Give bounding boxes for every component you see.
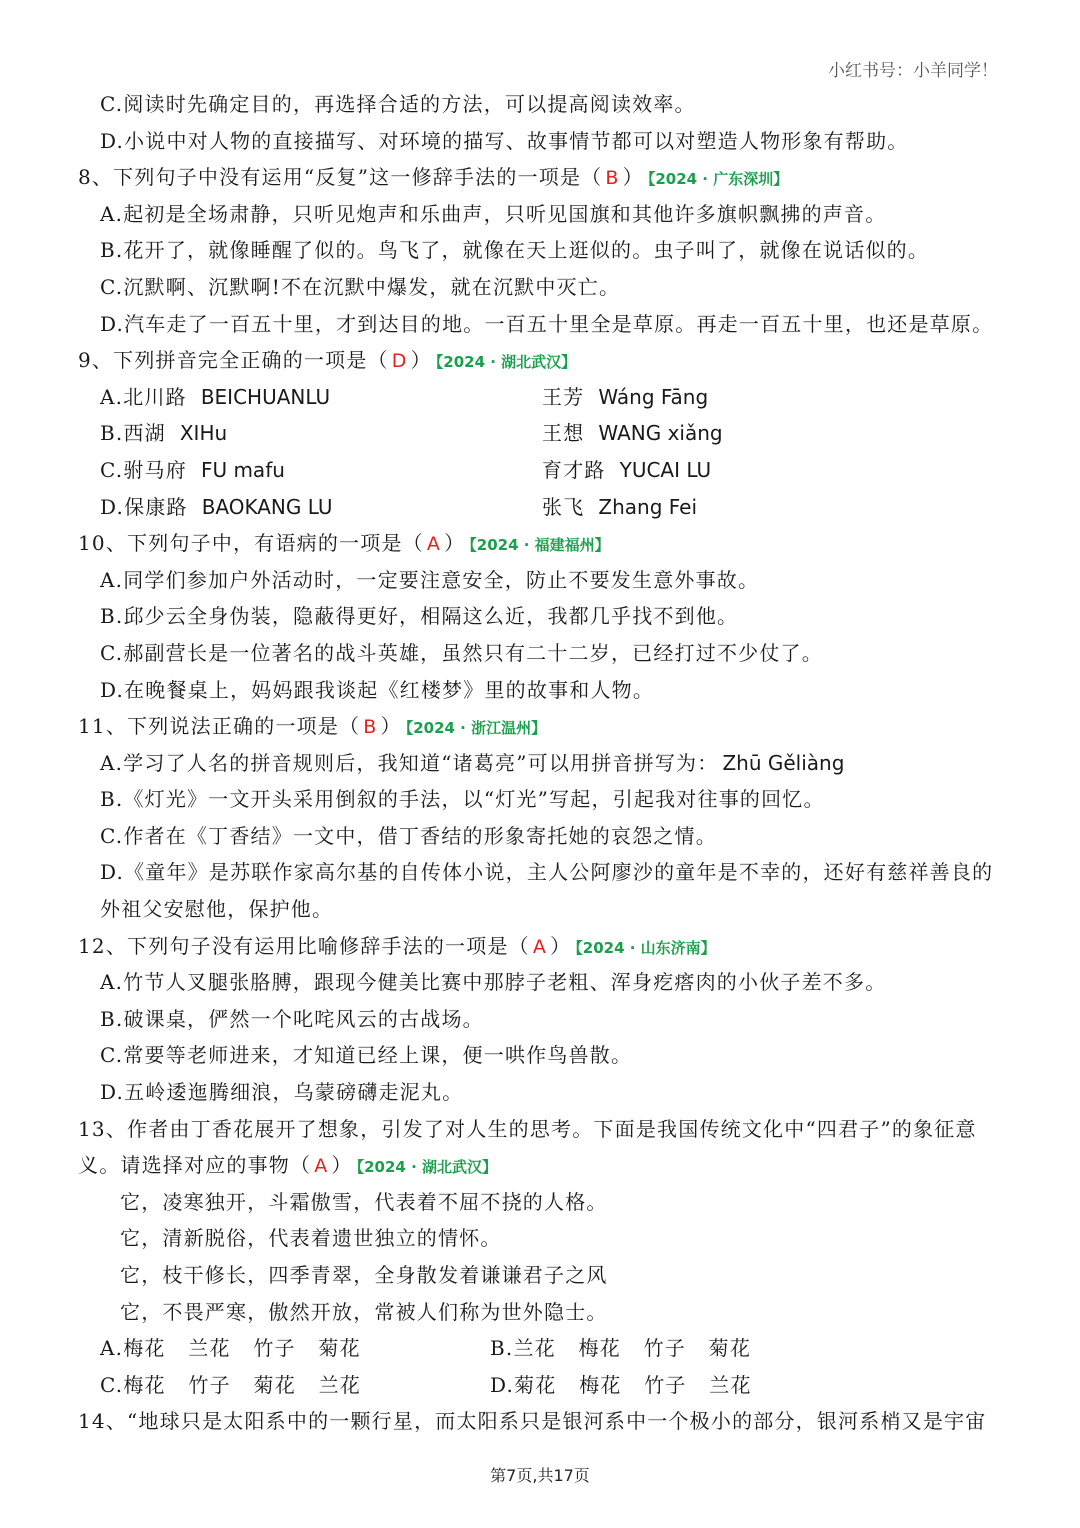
watermark: 小红书号：小羊同学！ bbox=[828, 61, 998, 81]
q10-tag: 【2024 · 福建福州】 bbox=[469, 536, 610, 555]
q11-option-d-line1: D.《童年》是苏联作家高尔基的自传体小说，主人公阿廖沙的童年是不幸的，还好有慈祥善良的 bbox=[100, 860, 994, 885]
q12-stem: 12、下列句子没有运用比喻修辞手法的一项是（ A ） 【2024 · 山东济南】 bbox=[78, 933, 716, 958]
q13-option-a: A.梅花 兰花 竹子 菊花 bbox=[100, 1336, 361, 1361]
q9-stem: 9、下列拼音完全正确的一项是（ D ） 【2024 · 湖北武汉】 bbox=[78, 348, 577, 373]
q8-stem: 8、下列句子中没有运用“反复”这一修辞手法的一项是（ B ） 【2024 · 广东深圳】 bbox=[78, 165, 789, 190]
q12-option-c: C.常要等老师进来，才知道已经上课，便一哄作鸟兽散。 bbox=[100, 1043, 633, 1068]
q10-option-d: D.在晚餐桌上，妈妈跟我谈起《红楼梦》里的故事和人物。 bbox=[100, 677, 655, 702]
q12-answer: A bbox=[532, 935, 548, 958]
q13-clue-2: 它，清新脱俗，代表着遗世独立的情怀。 bbox=[120, 1226, 502, 1251]
q10-option-a: A.同学们参加户外活动时，一定要注意安全，防止不要发生意外事故。 bbox=[100, 567, 760, 592]
q9-option-c: C.驸马府 FU mafu 育才路 YUCAI LU bbox=[100, 457, 712, 482]
q9-answer: D bbox=[391, 350, 408, 373]
q11-option-b: B.《灯光》一文开头采用倒叙的手法，以“灯光”写起，引起我对往事的回忆。 bbox=[100, 787, 825, 812]
q13-option-c: C.梅花 竹子 菊花 兰花 bbox=[100, 1372, 361, 1397]
q13-clue-4: 它，不畏严寒，傲然开放，常被人们称为世外隐士。 bbox=[120, 1299, 608, 1324]
q13-stem-line1: 13、作者由丁香花展开了想象，引发了对人生的思考。下面是我国传统文化中“四君子”的象征意 bbox=[78, 1116, 977, 1141]
q7-option-c: C.阅读时先确定目的，再选择合适的方法，可以提高阅读效率。 bbox=[100, 92, 696, 116]
q13-clue-1: 它，凌寒独开，斗霜傲雪，代表着不屈不挠的人格。 bbox=[120, 1189, 608, 1214]
q13-options-cd bbox=[78, 1367, 1008, 1404]
q10-answer: A bbox=[426, 533, 442, 556]
q8-option-b: B.花开了，就像睡醒了似的。鸟飞了，就像在天上逛似的。虫子叫了，就像在说话似的。 bbox=[100, 238, 930, 263]
q13-clue-3: 它，枝干修长，四季青翠，全身散发着谦谦君子之风 bbox=[120, 1263, 608, 1287]
q10-option-c: C.郝副营长是一位著名的战斗英雄，虽然只有二十二岁，已经打过不少仗了。 bbox=[100, 640, 823, 665]
q13-answer: A bbox=[314, 1155, 329, 1178]
q9-option-a: A.北川路 BEICHUANLU 王芳 Wáng Fāng bbox=[100, 384, 709, 409]
q7-option-d: D.小说中对人物的直接描写、对环境的描写、故事情节都可以对塑造人物形象有帮助。 bbox=[100, 128, 909, 153]
q14-stem: 14、“地球只是太阳系中的一颗行星，而太阳系只是银河系中一个极小的部分，银河系梢又是宇宙 bbox=[78, 1409, 987, 1434]
q12-option-b: B.破课桌，俨然一个叱咤风云的古战场。 bbox=[100, 1006, 484, 1031]
q11-option-c: C.作者在《丁香结》一文中，借丁香结的形象寄托她的哀怨之情。 bbox=[100, 823, 717, 848]
q11-option-d-line2: 外祖父安慰他，保护他。 bbox=[100, 897, 334, 922]
q10-stem: 10、下列句子中，有语病的一项是（ A ） 【2024 · 福建福州】 bbox=[78, 531, 610, 556]
q9-tag: 【2024 · 湖北武汉】 bbox=[435, 353, 577, 372]
q11-stem: 11、下列说法正确的一项是（ B ） 【2024 · 浙江温州】 bbox=[78, 714, 547, 739]
q13-options-ab bbox=[78, 1330, 1008, 1367]
q12-option-d: D.五岭逶迤腾细浪，乌蒙磅礴走泥丸。 bbox=[100, 1080, 464, 1105]
q12-option-a: A.竹节人叉腿张胳膊，跟现今健美比赛中那脖子老粗、浑身疙瘩肉的小伙子差不多。 bbox=[100, 970, 887, 995]
q11-answer: B bbox=[363, 716, 378, 739]
q10-option-b: B.邱少云全身伪装，隐蔽得更好，相隔这么近，我都几乎找不到他。 bbox=[100, 604, 739, 629]
document-body bbox=[78, 86, 1008, 1440]
q11-option-a: A.学习了人名的拼音规则后，我知道“诸葛亮”可以用拼音拼写为： Zhū Gěliàng bbox=[100, 750, 845, 775]
q8-option-d: D.汽车走了一百五十里，才到达目的地。一百五十里全是草原。再走一百五十里，也还是草原。 bbox=[100, 311, 994, 336]
q12-tag: 【2024 · 山东济南】 bbox=[575, 938, 716, 957]
q13-tag: 【2024 · 湖北武汉】 bbox=[356, 1158, 498, 1177]
q8-tag: 【2024 · 广东深圳】 bbox=[647, 170, 789, 189]
page-number: 第7页,共17页 bbox=[490, 1466, 590, 1485]
q13-stem-line2: 义。请选择对应的事物（ A ） 【2024 · 湖北武汉】 bbox=[78, 1153, 498, 1178]
q13-option-b: B.兰花 梅花 竹子 菊花 bbox=[490, 1336, 752, 1361]
q8-option-c: C.沉默啊、沉默啊!不在沉默中爆发，就在沉默中灭亡。 bbox=[100, 274, 621, 299]
q9-option-d: D.保康路 BAOKANG LU 张飞 Zhang Fei bbox=[100, 494, 698, 519]
q8-option-a: A.起初是全场肃静，只听见炮声和乐曲声，只听见国旗和其他许多旗帜飘拂的声音。 bbox=[100, 201, 887, 226]
q13-option-d: D.菊花 梅花 竹子 兰花 bbox=[490, 1372, 752, 1397]
q11-tag: 【2024 · 浙江温州】 bbox=[405, 719, 547, 738]
q9-option-b: B.西湖 XIHu 王想 WANG xiǎng bbox=[100, 421, 723, 446]
q8-answer: B bbox=[605, 167, 620, 190]
